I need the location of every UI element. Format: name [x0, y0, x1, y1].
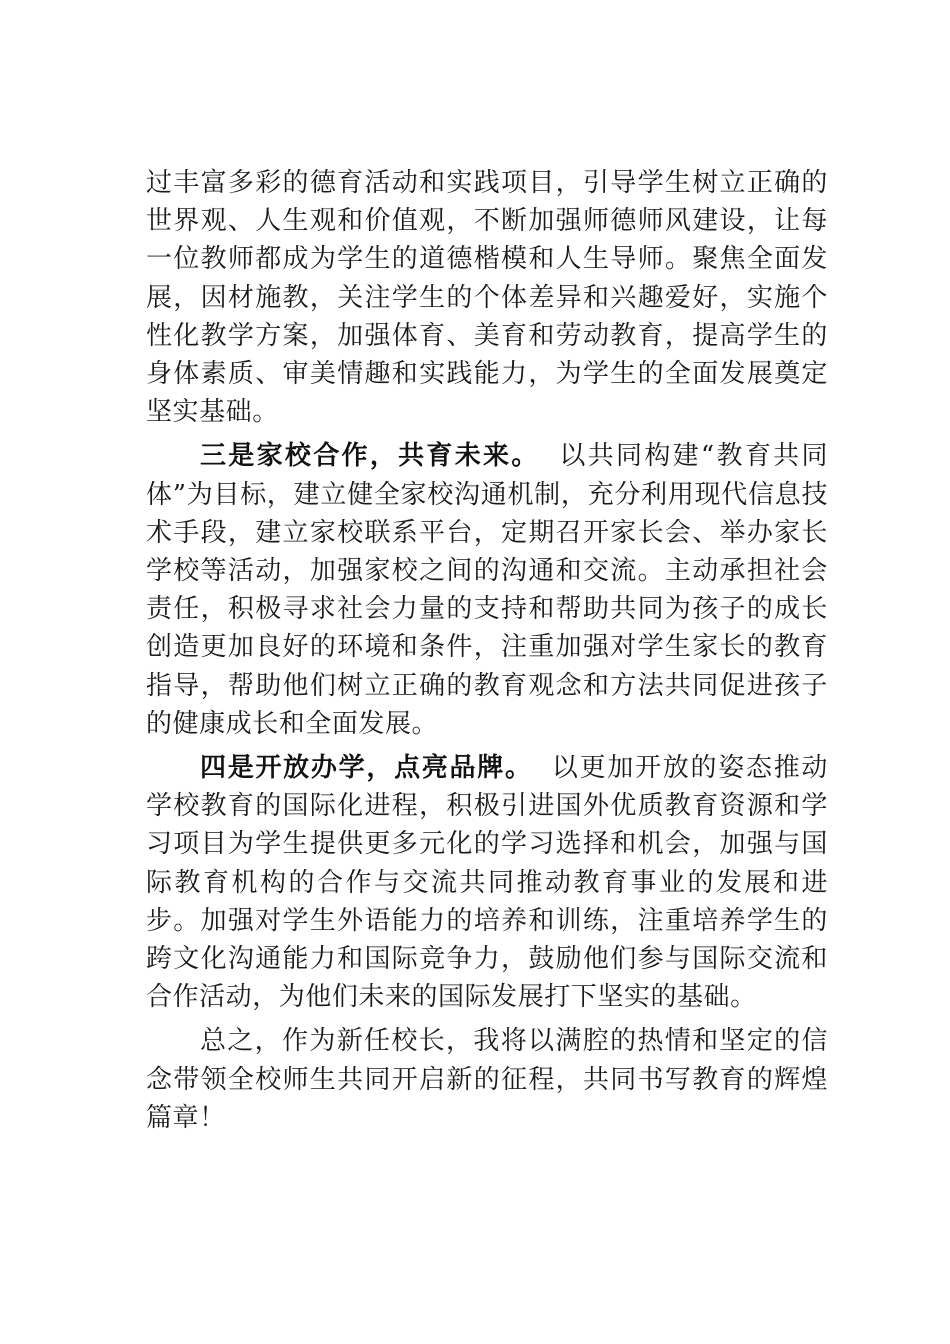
paragraph-conclusion: [146, 1022, 828, 1137]
paragraph-text: 以共同构建“教育共同体”为目标，建立健全家校沟通机制，充分利用现代信息技术手段，建立家校联系平台，定期召开家长会、举办家长学校等活动，加强家校之间的沟通和交流。主动承担社会责任，积极寻求社会力量的支持和帮助共同为孩子的成长创造更加良好的环境和条件，注重加强对学生家长的教育指导，帮助他们树立正确的教育观念和方法共同促进孩子的健康成长和全面发展。: [146, 441, 828, 739]
paragraph-text: 总之，作为新任校长，我将以满腔的热情和坚定的信念带领全校师生共同开启新的征程，共同书写教育的辉煌篇章！: [146, 1026, 828, 1133]
section-heading: 四是开放办学，点亮品牌。: [200, 753, 533, 784]
paragraph-continuation: [146, 164, 828, 431]
section-heading: 三是家校合作，共育未来。: [200, 441, 540, 472]
paragraph-text: 过丰富多彩的德育活动和实践项目，引导学生树立正确的世界观、人生观和价值观，不断加强师德师风建设，让每一位教师都成为学生的道德楷模和人生导师。聚焦全面发展，因材施教，关注学生的个体差异和兴趣爱好，实施个性化教学方案，加强体育、美育和劳动教育，提高学生的身体素质、审美情趣和实践能力，为学生的全面发展奠定坚实基础。: [146, 168, 828, 428]
document-page: [146, 164, 828, 1143]
paragraph-home-school-cooperation: [146, 437, 828, 743]
paragraph-open-schooling: [146, 749, 828, 1016]
paragraph-text: 以更加开放的姿态推动学校教育的国际化进程，积极引进国外优质教育资源和学习项目为学生提供更多元化的学习选择和机会，加强与国际教育机构的合作与交流共同推动教育事业的发展和进步。加强对学生外语能力的培养和训练，注重培养学生的跨文化沟通能力和国际竞争力，鼓励他们参与国际交流和合作活动，为他们未来的国际发展打下坚实的基础。: [146, 753, 828, 1013]
